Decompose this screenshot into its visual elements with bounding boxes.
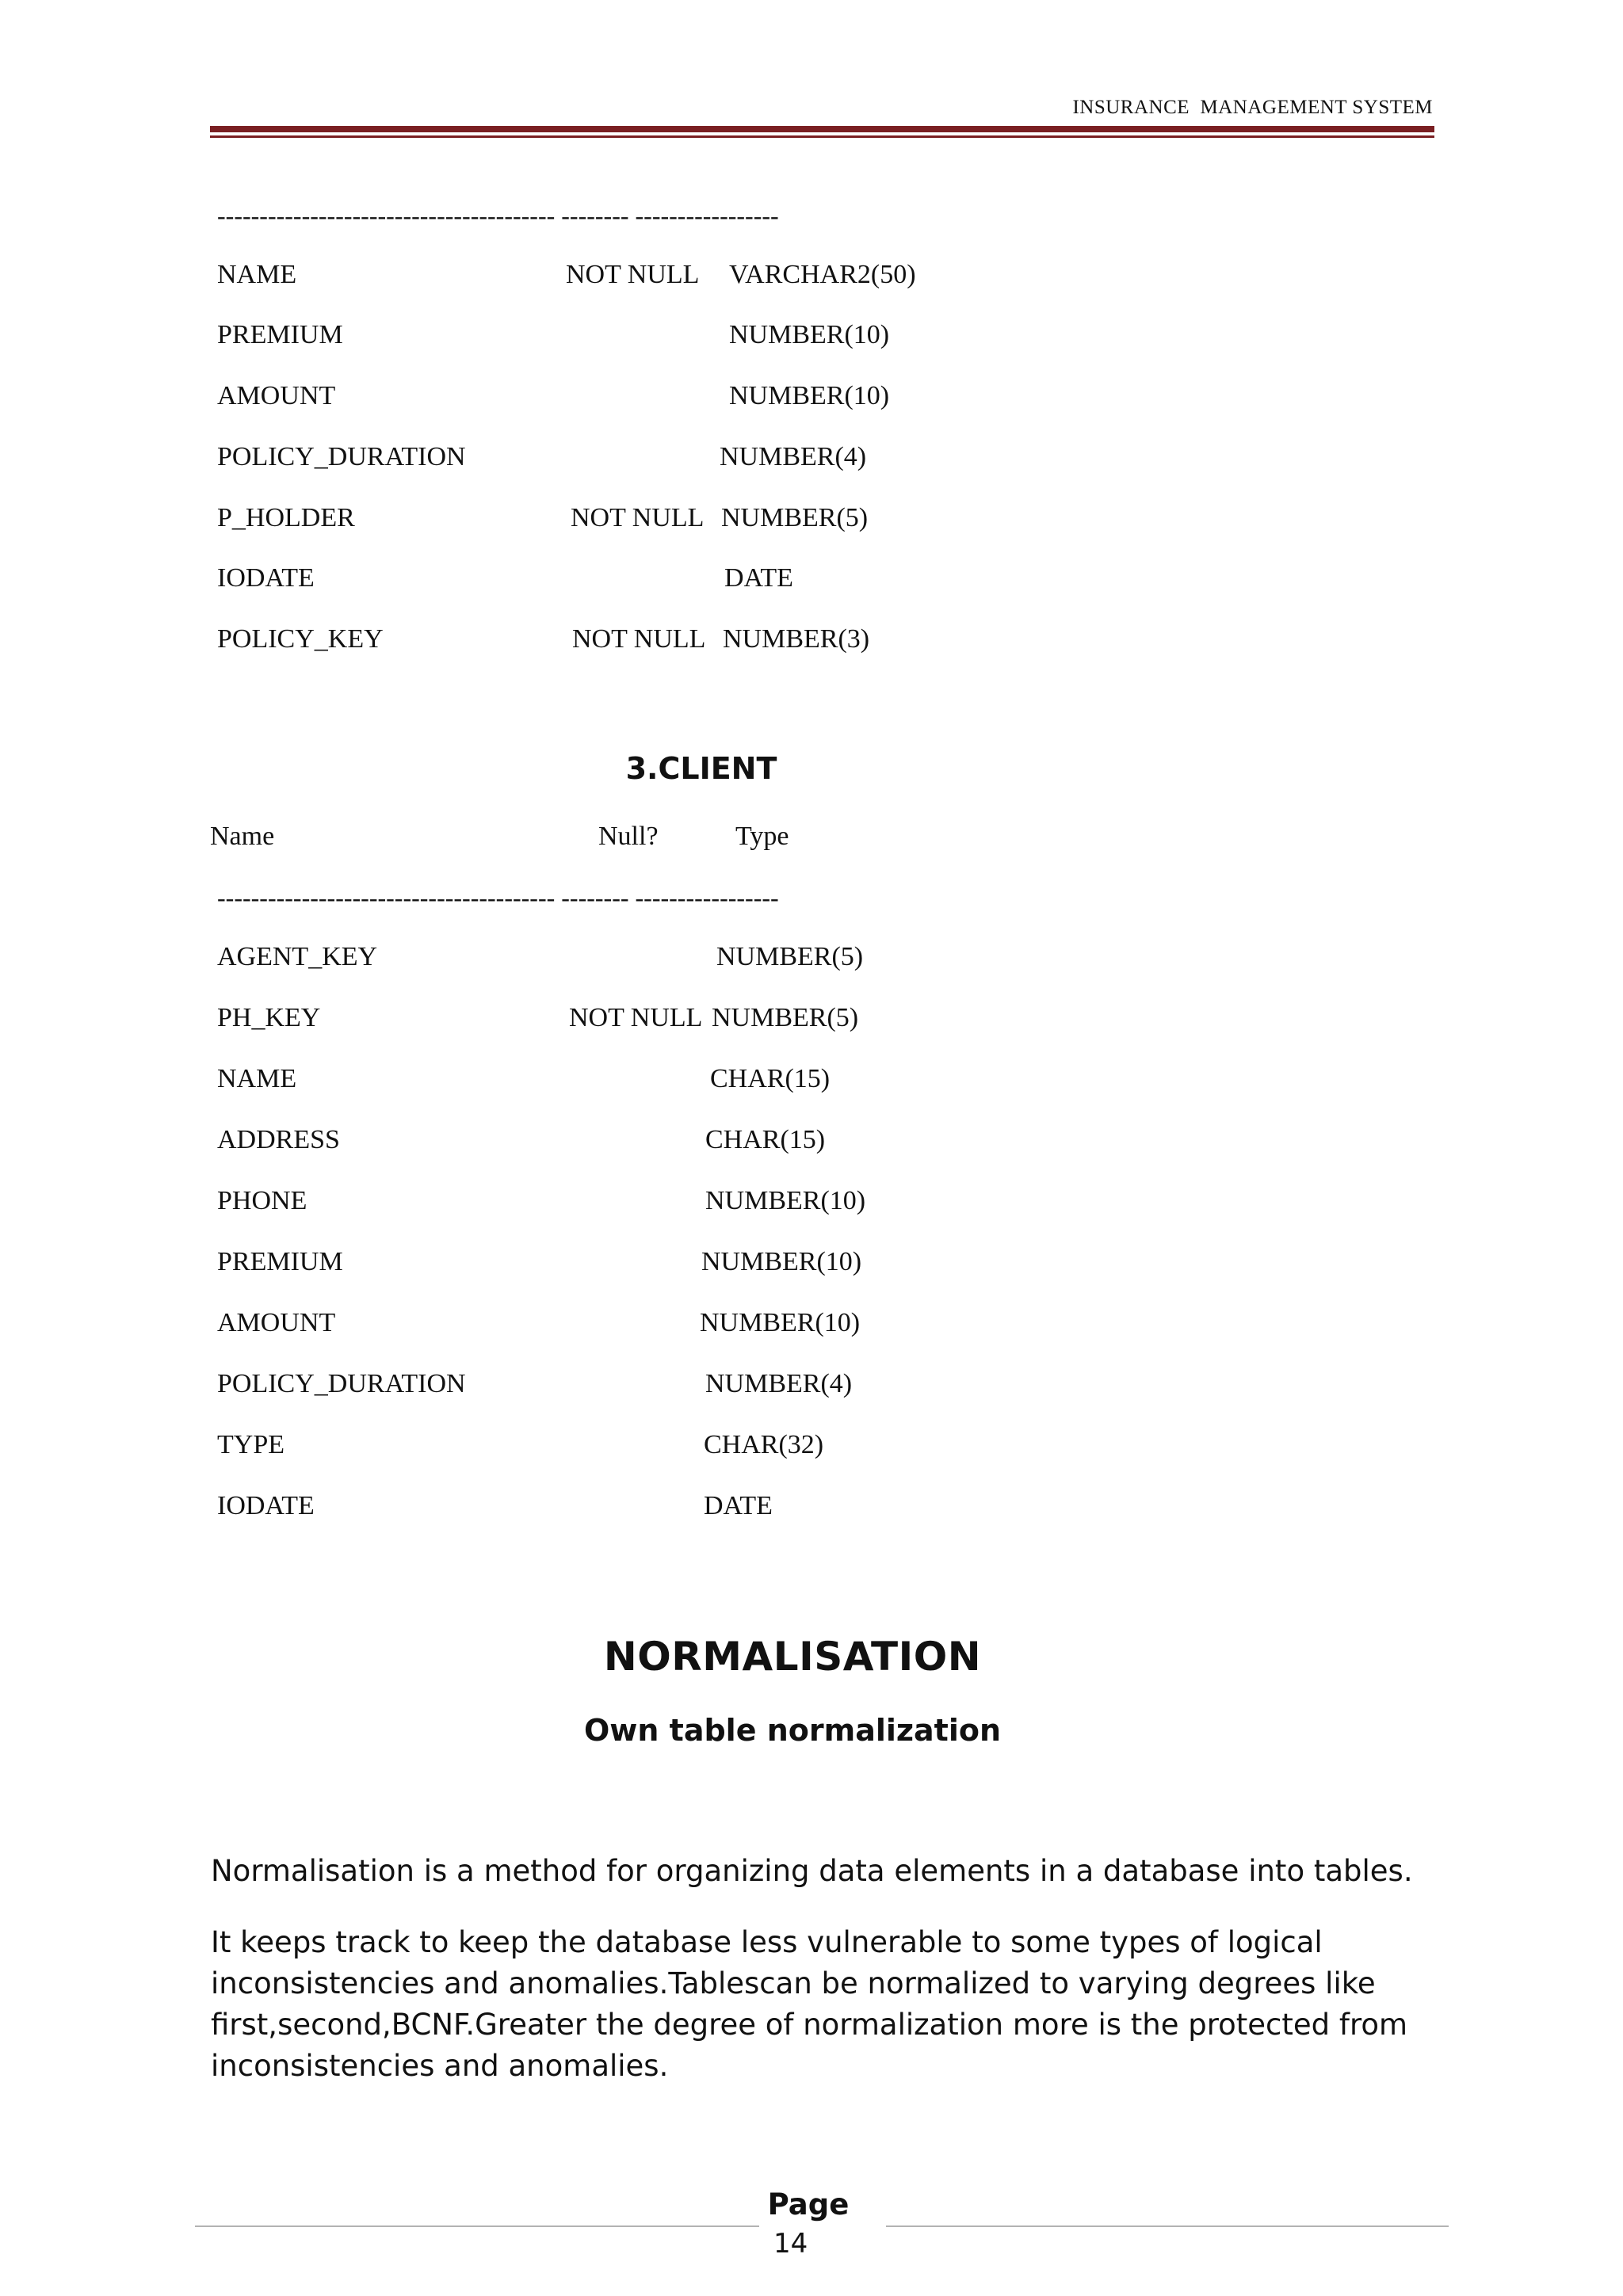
client-row-name: POLICY_DURATION	[217, 1369, 466, 1398]
client-row-name: IODATE	[217, 1491, 315, 1520]
client-header-type: Type	[735, 822, 789, 851]
client-header-null: Null?	[598, 822, 659, 851]
normalisation-subheading: Own table normalization	[583, 1713, 1002, 1748]
table1-row-name: AMOUNT	[217, 381, 336, 410]
client-row-type: NUMBER(4)	[705, 1369, 853, 1398]
normalisation-paragraph-2: It keeps track to keep the database less vulnerable to some types of logical inconsistencies and anomalies.Tablescan be normalized to varying degrees like first,second,BCNF.Greater the degree of normalization more is the protected from inconsistencies and anomalies.	[211, 1925, 1408, 2083]
client-row-name: PREMIUM	[217, 1247, 343, 1276]
table1-row-name: IODATE	[217, 563, 315, 593]
table1-row-name: PREMIUM	[217, 320, 343, 349]
client-row-type: CHAR(15)	[705, 1125, 826, 1154]
footer-page-number: 14	[773, 2228, 808, 2260]
table1-row-null: NOT NULL	[571, 503, 705, 532]
client-row-name: ADDRESS	[217, 1125, 340, 1154]
client-row-type: NUMBER(5)	[712, 1003, 859, 1032]
table1-row-name: P_HOLDER	[217, 503, 355, 532]
normalisation-paragraph-1: Normalisation is a method for organizing data elements in a database into tables.	[211, 1854, 1413, 1888]
table1-row-name: POLICY_DURATION	[217, 442, 466, 471]
table1-row-null: NOT NULL	[566, 260, 700, 289]
client-row-null: NOT NULL	[569, 1003, 703, 1032]
client-row-name: AGENT_KEY	[217, 942, 378, 971]
running-header: INSURANCE MANAGEMENT SYSTEM	[1072, 97, 1433, 118]
client-row-type: CHAR(15)	[710, 1064, 831, 1093]
client-row-type: CHAR(32)	[704, 1430, 824, 1459]
client-row-name: AMOUNT	[217, 1308, 336, 1337]
client-row-type: NUMBER(10)	[701, 1247, 862, 1276]
footer-page-label: Page	[767, 2187, 850, 2222]
normalisation-heading: NORMALISATION	[603, 1634, 982, 1680]
section-title-client: 3.CLIENT	[625, 751, 777, 786]
table1-row-name: NAME	[217, 260, 297, 289]
table1-row-type: NUMBER(10)	[729, 381, 890, 410]
client-row-name: NAME	[217, 1064, 297, 1093]
client-row-name: PHONE	[217, 1186, 307, 1215]
table1-row-name: POLICY_KEY	[217, 624, 384, 654]
client-row-type: NUMBER(10)	[700, 1308, 861, 1337]
table1-row-type: VARCHAR2(50)	[729, 260, 916, 289]
header-rule-thick	[210, 126, 1434, 132]
table1-row-type: NUMBER(5)	[721, 503, 869, 532]
header-rule-thin	[210, 135, 1434, 138]
client-row-type: DATE	[704, 1491, 773, 1520]
footer-rule-right	[886, 2225, 1449, 2227]
table1-row-type: NUMBER(10)	[729, 320, 890, 349]
table1-row-null: NOT NULL	[572, 624, 706, 654]
table1-row-type: DATE	[724, 563, 793, 593]
footer-rule-left	[195, 2225, 759, 2227]
client-row-name: TYPE	[217, 1430, 285, 1459]
client-header-name: Name	[210, 822, 275, 851]
table1-separator: ---------------------------------------- -------- -----------------	[217, 201, 779, 230]
client-row-type: NUMBER(5)	[716, 942, 864, 971]
table1-row-type: NUMBER(4)	[720, 442, 867, 471]
client-row-name: PH_KEY	[217, 1003, 321, 1032]
client-row-type: NUMBER(10)	[705, 1186, 866, 1215]
table1-row-type: NUMBER(3)	[723, 624, 870, 654]
client-separator: ---------------------------------------- -------- -----------------	[217, 883, 779, 912]
